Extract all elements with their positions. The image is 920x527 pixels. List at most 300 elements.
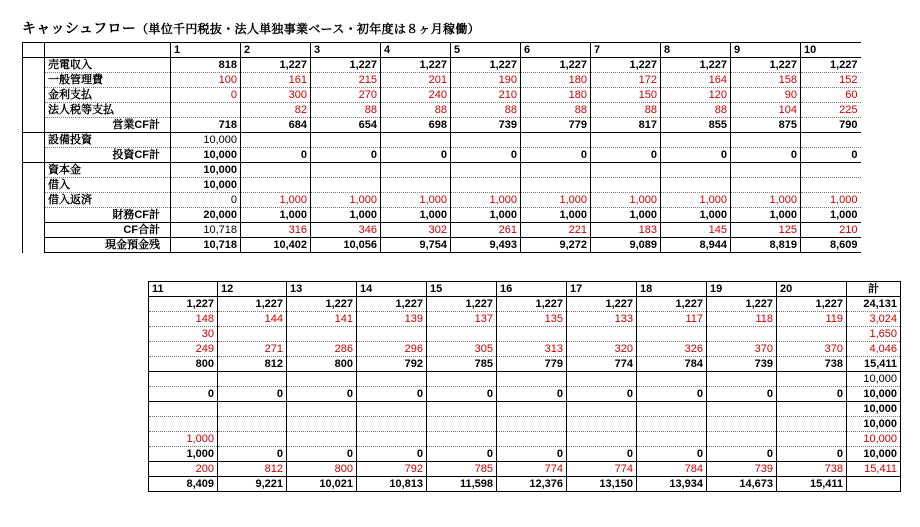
table-row [23, 178, 861, 193]
table-row [23, 118, 861, 133]
value-cell [637, 372, 707, 387]
value-cell: 145 [661, 223, 731, 238]
value-cell [847, 477, 901, 492]
row-label: 借入返済 [45, 193, 171, 208]
value-cell: 0 [149, 387, 218, 402]
year-header-19: 19 [707, 282, 777, 297]
value-cell: 10,000 [171, 178, 241, 193]
value-cell [357, 327, 427, 342]
row-label: 金利支払 [45, 88, 171, 103]
value-cell [661, 163, 731, 178]
table-row [23, 58, 861, 73]
value-cell: 0 [311, 148, 381, 163]
table-row [149, 402, 901, 417]
value-cell: 0 [637, 447, 707, 462]
value-cell: 10,000 [847, 417, 901, 432]
value-cell [637, 402, 707, 417]
value-cell: 1,227 [801, 58, 861, 73]
value-cell: 1,000 [661, 208, 731, 223]
value-cell: 779 [497, 357, 567, 372]
year-header-16: 16 [497, 282, 567, 297]
year-header-6: 6 [521, 43, 591, 58]
value-cell: 800 [287, 462, 357, 477]
value-cell: 1,000 [591, 208, 661, 223]
value-cell: 1,227 [707, 297, 777, 312]
value-cell [567, 417, 637, 432]
value-cell [661, 133, 731, 148]
value-cell: 812 [218, 462, 287, 477]
value-cell [591, 178, 661, 193]
value-cell [241, 163, 311, 178]
value-cell: 1,650 [847, 327, 901, 342]
value-cell: 13,150 [567, 477, 637, 492]
value-cell: 1,227 [311, 58, 381, 73]
table-row [23, 223, 861, 238]
year-header-20: 20 [777, 282, 847, 297]
value-cell: 0 [521, 148, 591, 163]
value-cell: 200 [149, 462, 218, 477]
value-cell: 225 [801, 103, 861, 118]
header-spacer [23, 43, 45, 58]
table-row [149, 447, 901, 462]
value-cell: 15,411 [847, 357, 901, 372]
value-cell [591, 133, 661, 148]
value-cell: 270 [311, 88, 381, 103]
value-cell: 158 [731, 73, 801, 88]
value-cell: 183 [591, 223, 661, 238]
value-cell: 654 [311, 118, 381, 133]
year-header-13: 13 [287, 282, 357, 297]
value-cell: 1,000 [661, 193, 731, 208]
value-cell: 346 [311, 223, 381, 238]
row-label: 現金預金残 [45, 238, 171, 253]
value-cell: 305 [427, 342, 497, 357]
value-cell [218, 372, 287, 387]
value-cell: 9,089 [591, 238, 661, 253]
row-label: 法人税等支払 [45, 103, 171, 118]
value-cell: 0 [171, 193, 241, 208]
row-label: 資本金 [45, 163, 171, 178]
value-cell [427, 402, 497, 417]
value-cell: 261 [451, 223, 521, 238]
value-cell: 88 [521, 103, 591, 118]
value-cell: 90 [731, 88, 801, 103]
value-cell [637, 327, 707, 342]
value-cell: 10,000 [847, 432, 901, 447]
value-cell: 812 [218, 357, 287, 372]
row-spacer [23, 103, 45, 118]
value-cell: 739 [707, 357, 777, 372]
value-cell: 1,000 [801, 208, 861, 223]
value-cell: 10,402 [241, 238, 311, 253]
row-label: 一般管理費 [45, 73, 171, 88]
value-cell: 1,000 [381, 193, 451, 208]
value-cell: 24,131 [847, 297, 901, 312]
value-cell: 164 [661, 73, 731, 88]
year-header-18: 18 [637, 282, 707, 297]
value-cell: 1,000 [591, 193, 661, 208]
value-cell: 10,000 [847, 372, 901, 387]
value-cell: 1,227 [451, 58, 521, 73]
value-cell: 0 [707, 447, 777, 462]
value-cell: 1,000 [241, 208, 311, 223]
row-label: 借入 [45, 178, 171, 193]
table-row [149, 462, 901, 477]
value-cell: 370 [777, 342, 847, 357]
value-cell: 0 [171, 88, 241, 103]
value-cell: 180 [521, 88, 591, 103]
value-cell: 201 [381, 73, 451, 88]
value-cell: 10,000 [847, 402, 901, 417]
year-header-2: 2 [241, 43, 311, 58]
value-cell: 738 [777, 357, 847, 372]
value-cell: 104 [731, 103, 801, 118]
value-cell: 0 [451, 148, 521, 163]
value-cell [171, 103, 241, 118]
value-cell: 1,000 [149, 432, 218, 447]
value-cell [218, 402, 287, 417]
year-header-7: 7 [591, 43, 661, 58]
value-cell: 120 [661, 88, 731, 103]
row-spacer [23, 208, 45, 223]
value-cell [707, 327, 777, 342]
value-cell: 15,411 [847, 462, 901, 477]
value-cell: 10,718 [171, 223, 241, 238]
value-cell [567, 402, 637, 417]
value-cell: 240 [381, 88, 451, 103]
row-label: 営業CF計 [45, 118, 171, 133]
value-cell [591, 163, 661, 178]
value-cell: 1,227 [381, 58, 451, 73]
value-cell: 4,046 [847, 342, 901, 357]
value-cell: 150 [591, 88, 661, 103]
value-cell: 172 [591, 73, 661, 88]
value-cell [521, 163, 591, 178]
value-cell: 370 [707, 342, 777, 357]
value-cell: 88 [311, 103, 381, 118]
table-row [23, 208, 861, 223]
value-cell: 141 [287, 312, 357, 327]
row-spacer [23, 178, 45, 193]
value-cell [707, 417, 777, 432]
value-cell: 739 [707, 462, 777, 477]
value-cell: 0 [287, 387, 357, 402]
table-row [23, 73, 861, 88]
value-cell: 249 [149, 342, 218, 357]
value-cell: 10,000 [847, 387, 901, 402]
year-header-5: 5 [451, 43, 521, 58]
row-spacer [23, 133, 45, 148]
value-cell [731, 178, 801, 193]
value-cell [801, 178, 861, 193]
table-row [149, 372, 901, 387]
table-row [23, 103, 861, 118]
value-cell: 3,024 [847, 312, 901, 327]
value-cell: 1,227 [637, 297, 707, 312]
page-title [22, 18, 480, 38]
value-cell [427, 327, 497, 342]
value-cell: 774 [567, 462, 637, 477]
value-cell: 1,227 [521, 58, 591, 73]
value-cell: 1,000 [451, 208, 521, 223]
value-cell [451, 178, 521, 193]
value-cell: 792 [357, 357, 427, 372]
value-cell [497, 417, 567, 432]
row-label: 財務CF計 [45, 208, 171, 223]
value-cell: 0 [777, 387, 847, 402]
value-cell: 215 [311, 73, 381, 88]
value-cell [637, 432, 707, 447]
value-cell: 0 [567, 387, 637, 402]
value-cell [451, 133, 521, 148]
value-cell: 10,813 [357, 477, 427, 492]
value-cell: 190 [451, 73, 521, 88]
value-cell [497, 327, 567, 342]
value-cell: 785 [427, 357, 497, 372]
value-cell [427, 432, 497, 447]
value-cell: 1,227 [149, 297, 218, 312]
value-cell [311, 178, 381, 193]
table-row [23, 163, 861, 178]
value-cell: 0 [497, 387, 567, 402]
value-cell [427, 372, 497, 387]
value-cell: 1,000 [521, 208, 591, 223]
title-note: （単位千円税抜・法人単独事業ベース・初年度は８ヶ月稼働） [136, 22, 480, 36]
value-cell: 784 [637, 357, 707, 372]
header-row [23, 43, 861, 58]
value-cell: 88 [661, 103, 731, 118]
value-cell [381, 178, 451, 193]
value-cell [357, 417, 427, 432]
year-header-15: 15 [427, 282, 497, 297]
value-cell: 1,227 [567, 297, 637, 312]
value-cell: 1,000 [381, 208, 451, 223]
row-spacer [23, 148, 45, 163]
value-cell: 326 [637, 342, 707, 357]
value-cell [427, 417, 497, 432]
value-cell [707, 402, 777, 417]
value-cell: 1,227 [218, 297, 287, 312]
value-cell: 0 [287, 447, 357, 462]
value-cell [287, 417, 357, 432]
value-cell: 60 [801, 88, 861, 103]
year-header-21: 計 [847, 282, 901, 297]
table-row [149, 312, 901, 327]
value-cell: 0 [427, 387, 497, 402]
value-cell: 13,934 [637, 477, 707, 492]
row-spacer [23, 118, 45, 133]
value-cell [567, 372, 637, 387]
year-header-14: 14 [357, 282, 427, 297]
value-cell: 221 [521, 223, 591, 238]
year-header-10: 10 [801, 43, 861, 58]
value-cell: 88 [451, 103, 521, 118]
value-cell [287, 327, 357, 342]
value-cell: 117 [637, 312, 707, 327]
value-cell [777, 432, 847, 447]
value-cell: 800 [149, 357, 218, 372]
row-spacer [23, 73, 45, 88]
value-cell [381, 133, 451, 148]
value-cell: 1,227 [731, 58, 801, 73]
value-cell [287, 432, 357, 447]
value-cell: 9,754 [381, 238, 451, 253]
header-label-cell [45, 43, 171, 58]
row-spacer [23, 193, 45, 208]
value-cell: 88 [591, 103, 661, 118]
value-cell [497, 402, 567, 417]
value-cell [311, 163, 381, 178]
row-label: 設備投資 [45, 133, 171, 148]
value-cell: 82 [241, 103, 311, 118]
title-main: キャッシュフロー [22, 21, 137, 37]
value-cell: 0 [218, 387, 287, 402]
value-cell: 875 [731, 118, 801, 133]
value-cell: 14,673 [707, 477, 777, 492]
value-cell [777, 402, 847, 417]
value-cell [637, 417, 707, 432]
cashflow-table-years-11-20 [148, 281, 901, 492]
table-row [23, 193, 861, 208]
value-cell [241, 178, 311, 193]
value-cell [218, 327, 287, 342]
value-cell: 0 [731, 148, 801, 163]
value-cell: 210 [801, 223, 861, 238]
value-cell: 0 [218, 447, 287, 462]
value-cell: 1,227 [427, 297, 497, 312]
value-cell: 152 [801, 73, 861, 88]
row-spacer [23, 88, 45, 103]
value-cell [287, 372, 357, 387]
value-cell: 139 [357, 312, 427, 327]
year-header-9: 9 [731, 43, 801, 58]
value-cell: 0 [707, 387, 777, 402]
value-cell: 738 [777, 462, 847, 477]
value-cell [731, 163, 801, 178]
value-cell [218, 417, 287, 432]
value-cell [241, 133, 311, 148]
value-cell: 30 [149, 327, 218, 342]
value-cell: 316 [241, 223, 311, 238]
value-cell: 1,000 [801, 193, 861, 208]
value-cell: 1,000 [311, 208, 381, 223]
value-cell: 1,227 [357, 297, 427, 312]
table-row [149, 342, 901, 357]
value-cell: 1,000 [731, 193, 801, 208]
value-cell: 210 [451, 88, 521, 103]
year-header-17: 17 [567, 282, 637, 297]
table-row [23, 148, 861, 163]
value-cell: 800 [287, 357, 357, 372]
value-cell [218, 432, 287, 447]
value-cell: 792 [357, 462, 427, 477]
value-cell: 1,000 [521, 193, 591, 208]
cashflow-table-years-1-10 [22, 42, 861, 253]
value-cell: 774 [567, 357, 637, 372]
value-cell: 100 [171, 73, 241, 88]
value-cell: 9,272 [521, 238, 591, 253]
value-cell [149, 417, 218, 432]
value-cell: 817 [591, 118, 661, 133]
value-cell: 779 [521, 118, 591, 133]
value-cell: 855 [661, 118, 731, 133]
value-cell: 790 [801, 118, 861, 133]
value-cell [707, 432, 777, 447]
value-cell: 286 [287, 342, 357, 357]
value-cell: 88 [381, 103, 451, 118]
value-cell: 133 [567, 312, 637, 327]
value-cell: 12,376 [497, 477, 567, 492]
value-cell [357, 402, 427, 417]
value-cell [521, 178, 591, 193]
value-cell: 8,409 [149, 477, 218, 492]
value-cell: 1,227 [287, 297, 357, 312]
value-cell [497, 372, 567, 387]
value-cell: 1,227 [591, 58, 661, 73]
table-row [23, 133, 861, 148]
value-cell: 784 [637, 462, 707, 477]
value-cell [497, 432, 567, 447]
value-cell: 10,000 [847, 447, 901, 462]
value-cell: 148 [149, 312, 218, 327]
value-cell: 698 [381, 118, 451, 133]
table-row [23, 238, 861, 253]
value-cell [357, 432, 427, 447]
value-cell: 1,227 [497, 297, 567, 312]
value-cell: 125 [731, 223, 801, 238]
value-cell: 8,819 [731, 238, 801, 253]
value-cell: 785 [427, 462, 497, 477]
year-header-11: 11 [149, 282, 218, 297]
value-cell: 0 [241, 148, 311, 163]
value-cell: 0 [357, 447, 427, 462]
value-cell: 718 [171, 118, 241, 133]
value-cell: 1,000 [149, 447, 218, 462]
value-cell [149, 372, 218, 387]
value-cell: 1,227 [241, 58, 311, 73]
value-cell: 161 [241, 73, 311, 88]
value-cell: 119 [777, 312, 847, 327]
value-cell: 15,411 [777, 477, 847, 492]
value-cell: 0 [497, 447, 567, 462]
value-cell [801, 133, 861, 148]
table-row [149, 387, 901, 402]
year-header-4: 4 [381, 43, 451, 58]
value-cell: 739 [451, 118, 521, 133]
value-cell: 10,718 [171, 238, 241, 253]
value-cell: 313 [497, 342, 567, 357]
value-cell: 1,000 [731, 208, 801, 223]
value-cell: 180 [521, 73, 591, 88]
value-cell [777, 417, 847, 432]
value-cell: 0 [637, 387, 707, 402]
value-cell: 144 [218, 312, 287, 327]
value-cell: 0 [357, 387, 427, 402]
value-cell: 137 [427, 312, 497, 327]
row-label: CF合計 [45, 223, 171, 238]
table-row [149, 432, 901, 447]
value-cell: 1,000 [311, 193, 381, 208]
value-cell: 302 [381, 223, 451, 238]
value-cell: 10,000 [171, 148, 241, 163]
value-cell [707, 372, 777, 387]
row-spacer [23, 223, 45, 238]
value-cell: 774 [497, 462, 567, 477]
value-cell [731, 133, 801, 148]
value-cell: 300 [241, 88, 311, 103]
value-cell: 1,000 [451, 193, 521, 208]
row-spacer [23, 238, 45, 253]
